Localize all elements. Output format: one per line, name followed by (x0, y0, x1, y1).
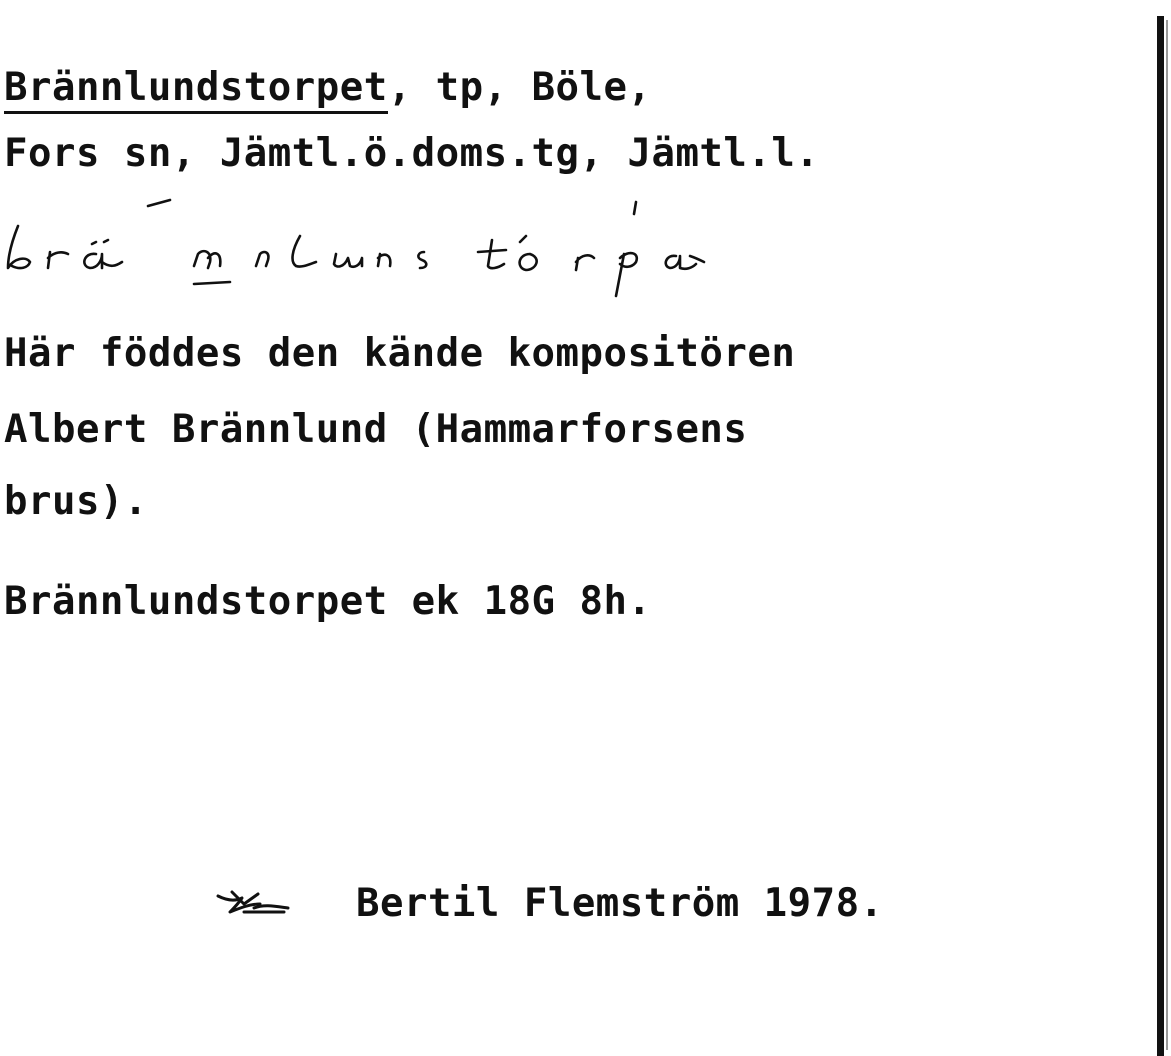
handwritten-pronunciation (0, 196, 900, 306)
note-line-3: brus). (4, 479, 148, 524)
card-edge (1157, 16, 1164, 1056)
attribution-line (214, 880, 1014, 940)
note-line-1: Här föddes den kände kompositören (4, 331, 796, 376)
note-line-2: Albert Brännlund (Hammarforsens (4, 407, 748, 452)
card-edge-shadow (1166, 20, 1168, 1050)
header-line (4, 64, 651, 112)
administrative-location: Fors sn, Jämtl.ö.doms.tg, Jämtl.l. (4, 131, 820, 176)
attribution: Bertil Flemström 1978. (356, 881, 884, 926)
entry-classification: , tp, Böle, (387, 65, 652, 110)
signature-mark-icon (214, 882, 294, 922)
entry-title: Brännlundstorpet (4, 65, 388, 114)
map-reference: Brännlundstorpet ek 18G 8h. (4, 579, 652, 624)
